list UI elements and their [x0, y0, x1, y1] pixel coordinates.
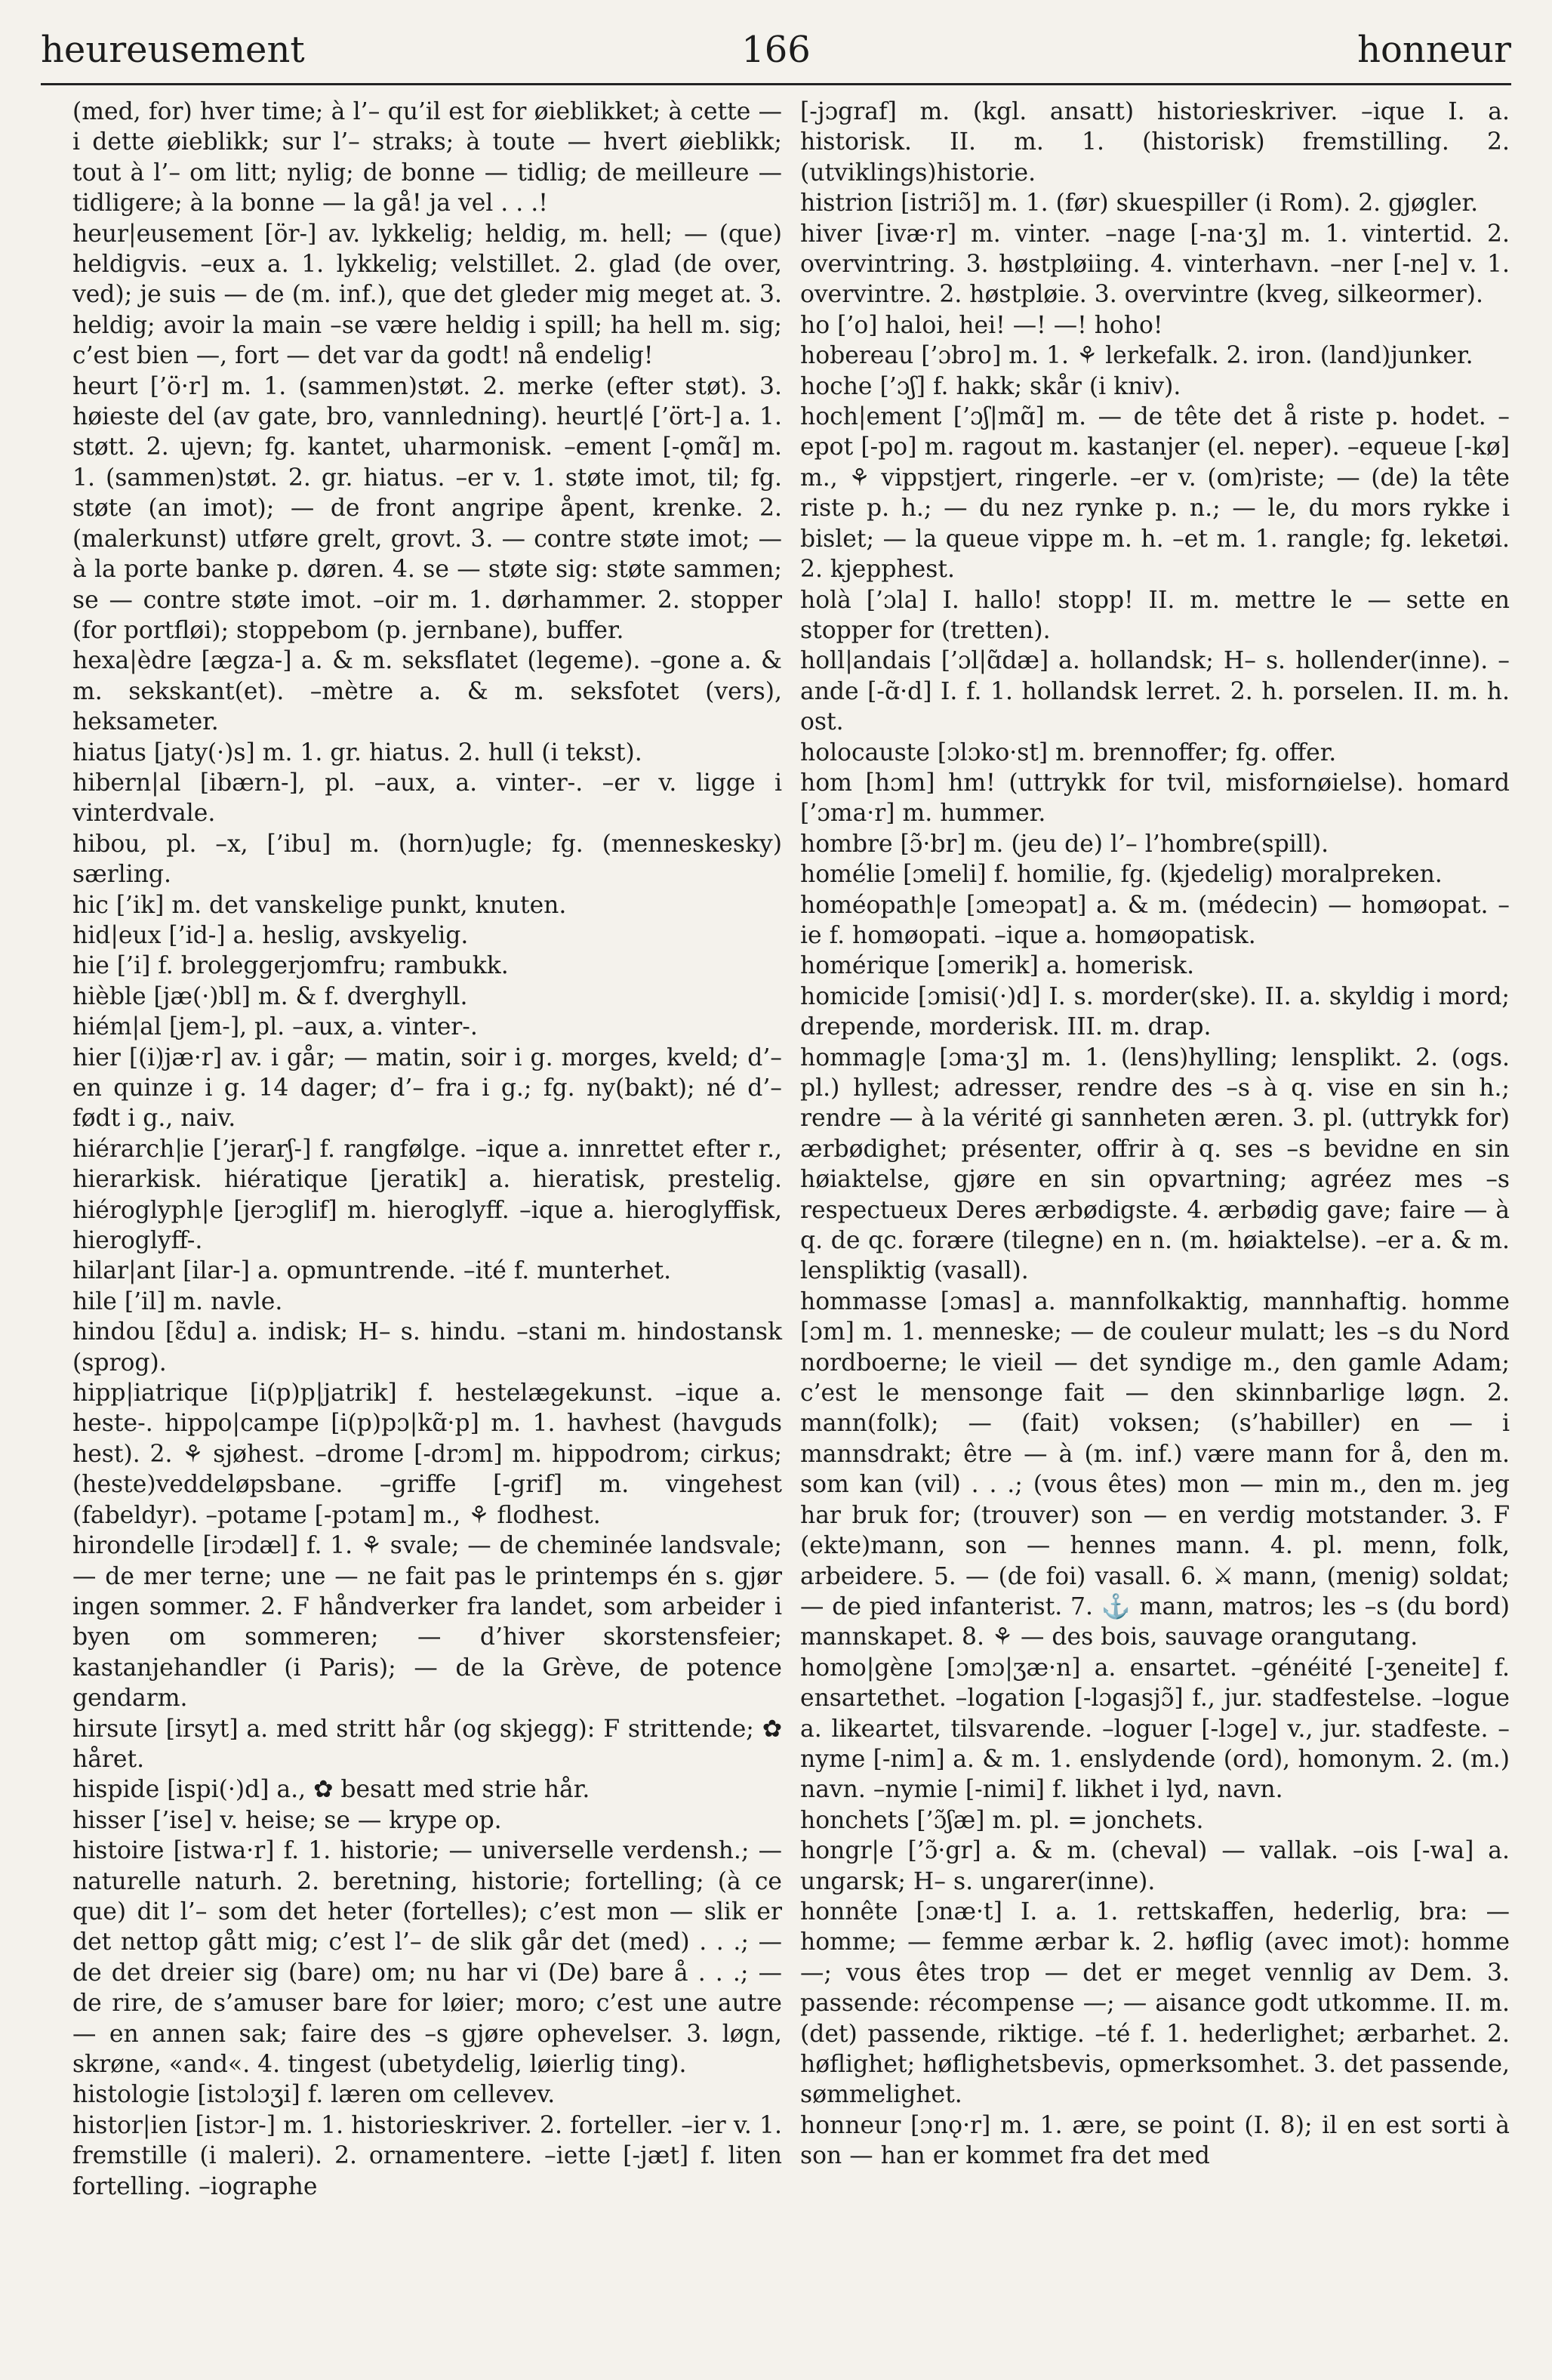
dictionary-entry: (med, for) hver time; à l’– qu’il est for øieblikket; à cette — i dette øieblikk; sur l’– straks; à toute — hvert øieblikk; tout à l’– om litt; nylig; de bonne — tidlig; de meilleure — tidligere; à la bonne — la gå! ja vel . . .!	[72, 98, 782, 217]
dictionary-entry: homicide [ɔmisi(·)d] I. s. morder(ske). II. a. skyldig i mord; drepende, morderisk. III. m. drap.	[800, 982, 1510, 1041]
dictionary-entry: honchets [’ɔ̃ʃæ] m. pl. = jonchets.	[800, 1806, 1204, 1834]
page-number: 166	[741, 29, 811, 71]
dictionary-entry: histoire [istwa·r] f. 1. historie; — universelle verdensh.; — naturelle naturh. 2. beretning, historie; fortelling; (à ce que) dit l’– som det heter (fortelles); c’est mon — slik er det nettop gått mig; c’est l’– de slik går det (med) . . .; — de det dreier sig (bare) om; nu har vi (De) bare å . . .; — de rire, de s’amuser bare for løier; moro; c’est une autre — en annen sak; faire des –s gjøre ophevelser. 3. løgn, skrøne, «and«. 4. tingest (ubetydelig, løierlig ting).	[72, 1837, 782, 2078]
dictionary-entry: hipp|iatrique [i(p)p|jatrik] f. hestelægekunst. –ique a. heste-. hippo|campe [i(p)pɔ|kɑ̃·p] m. 1. havhest (havguds hest). 2. ⚘ sjøhest. –drome [-drɔm] m. hippodrom; cirkus; (heste)veddeløpsbane. –griffe [-grif] m. vingehest (fabeldyr). –potame [-pɔtam] m., ⚘ flodhest.	[72, 1380, 782, 1529]
dictionary-entry: honnête [ɔnæ·t] I. a. 1. rettskaffen, hederlig, bra: — homme; — femme ærbar k. 2. høflig (avec imot): homme —; vous êtes trop — det er meget vennlig av Dem. 3. passende: récompense —; — aisance godt utkomme. II. m. (det) passende, riktige. –té f. 1. hederlighet; ærbarhet. 2. høflighet; høflighetsbevis, opmerksomhet. 3. det passende, sømmelighet.	[800, 1898, 1510, 2109]
right-column	[800, 97, 1510, 2172]
dictionary-entry: hom [hɔm] hm! (uttrykk for tvil, misfornøielse). homard [’ɔma·r] m. hummer.	[800, 769, 1510, 828]
dictionary-entry: hiém|al [jem-], pl. –aux, a. vinter-.	[72, 1013, 478, 1041]
dictionary-entry: hid|eux [’id-] a. heslig, avskyelig.	[72, 921, 469, 949]
dictionary-entry: hiver [ivæ·r] m. vinter. –nage [-na·ʒ] m. 1. vintertid. 2. overvintring. 3. høstpløiing. 4. vinterhavn. –ner [-ne] v. 1. overvintre. 2. høstpløie. 3. overvintre (kveg, silkeormer).	[800, 220, 1510, 309]
dictionary-entry: hoche [’ɔʃ] f. hakk; skår (i kniv).	[800, 372, 1181, 400]
dictionary-entry: heur|eusement [ör-] av. lykkelig; heldig, m. hell; — (que) heldigvis. –eux a. 1. lykkelig; velstillet. 2. glad (de over, ved); je suis — de (m. inf.), que det gleder mig meget at. 3. heldig; avoir la main –se være heldig i spill; ha hell m. sig; c’est bien —, fort — det var da godt! nå endelig!	[72, 220, 782, 370]
dictionary-entry: hindou [ɛ̃du] a. indisk; H– s. hindu. –stani m. hindostansk (sprog).	[72, 1318, 782, 1377]
dictionary-entry: histor|ien [istɔr-] m. 1. historieskriver. 2. forteller. –ier v. 1. fremstille (i maleri). 2. ornamentere. –iette [-jæt] f. liten fortelling. –iographe	[72, 2111, 782, 2200]
dictionary-entry: hisser [’ise] v. heise; se — krype op.	[72, 1806, 502, 1834]
dictionary-entry: homo|gène [ɔmɔ|ʒæ·n] a. ensartet. –généité [-ʒeneite] f. ensartethet. –logation [-lɔgasjɔ̃] f., jur. stadfestelse. –logue a. likeartet, tilsvarende. –loguer [-lɔge] v., jur. stadfeste. –nyme [-nim] a. & m. 1. enslydende (ord), homonym. 2. (m.) navn. –nymie [-nimi] f. likhet i lyd, navn.	[800, 1654, 1510, 1804]
dictionary-entry: homérique [ɔmerik] a. homerisk.	[800, 952, 1195, 980]
dictionary-entry: hier [(i)jæ·r] av. i går; — matin, soir i g. morges, kveld; d’– en quinze i g. 14 dager; d’– fra i g.; fg. ny(bakt); né d’– født i g., naiv.	[72, 1044, 782, 1133]
dictionary-entry: hexa|èdre [ægza-] a. & m. seksflatet (legeme). –gone a. & m. sekskant(et). –mètre a. & m. seksfotet (vers), heksameter.	[72, 647, 782, 736]
header-first-word: heureusement	[41, 29, 305, 71]
dictionary-entry: hibou, pl. –x, [’ibu] m. (horn)ugle; fg. (menneskesky) særling.	[72, 830, 782, 889]
page-header	[41, 29, 1511, 83]
dictionary-entry: hommasse [ɔmas] a. mannfolkaktig, mannhaftig. homme [ɔm] m. 1. menneske; — de couleur mulatt; les –s du Nord nordboerne; le vieil — det syndige m., den gamle Adam; c’est le mensonge fait — den skinnbarlige løgn. 2. mann(folk); — (fait) voksen; (s’habiller) en — i mannsdrakt; être — à (m. inf.) være mann for å, den m. som kan (vil) . . .; (vous êtes) mon — min m., den m. jeg har bruk for; (trouver) son — en verdig motstander. 3. F (ekte)mann, son — hennes mann. 4. pl. menn, folk, arbeidere. 5. — (de foi) vasall. 6. ⚔ mann, (menig) soldat; — de pied infanterist. 7. ⚓ mann, matros; les –s (du bord) mannskapet. 8. ⚘ — des bois, sauvage orangutang.	[800, 1287, 1510, 1651]
dictionary-entry: hiérarch|ie [’jerarʃ-] f. rangfølge. –ique a. innrettet efter r., hierarkisk. hiératique [jeratik] a. hieratisk, prestelig. hiéroglyph|e [jerɔglif] m. hieroglyff. –ique a. hieroglyffisk, hieroglyff-.	[72, 1135, 782, 1255]
dictionary-entry: hispide [ispi(·)d] a., ✿ besatt med strie hår.	[72, 1776, 590, 1804]
dictionary-entry: hic [’ik] m. det vanskelige punkt, knuten.	[72, 891, 567, 919]
dictionary-entry: holl|andais [’ɔl|ɑ̃dæ] a. hollandsk; H– s. hollender(inne). –ande [-ɑ̃·d] I. f. 1. hollandsk lerret. 2. h. porselen. II. m. h. ost.	[800, 647, 1510, 736]
dictionary-entry: hiatus [jaty(·)s] m. 1. gr. hiatus. 2. hull (i tekst).	[72, 738, 642, 766]
dictionary-entry: hobereau [’ɔbro] m. 1. ⚘ lerkefalk. 2. iron. (land)junker.	[800, 342, 1473, 370]
dictionary-entry: holà [’ɔla] I. hallo! stopp! II. m. mettre le — sette en stopper for (tretten).	[800, 586, 1510, 644]
dictionary-entry: histrion [istriɔ̃] m. 1. (før) skuespiller (i Rom). 2. gjøgler.	[800, 190, 1479, 217]
dictionary-entry: hile [’il] m. navle.	[72, 1287, 283, 1315]
header-rule	[41, 83, 1511, 85]
dictionary-entry: hilar|ant [ilar-] a. opmuntrende. –ité f. munterhet.	[72, 1257, 672, 1285]
dictionary-entry: ho [’o] haloi, hei! —! —! hoho!	[800, 311, 1163, 339]
dictionary-entry: hibern|al [ibærn-], pl. –aux, a. vinter-. –er v. ligge i vinterdvale.	[72, 769, 782, 828]
dictionary-entry: hoch|ement [’ɔʃ|mɑ̃] m. — de tête det å riste p. hodet. –epot [-po] m. ragout m. kastanjer (el. neper). –equeue [-kø] m., ⚘ vippstjert, ringerle. –er v. (om)riste; — (de) la tête riste p. h.; — du nez rynke p. n.; — le, du mors rykke i bislet; — la queue vippe m. h. –et m. 1. rangle; fg. leketøi. 2. kjepphest.	[800, 403, 1510, 584]
dictionary-entry: hièble [jæ(·)bl] m. & f. dverghyll.	[72, 982, 468, 1010]
header-last-word: honneur	[1357, 29, 1511, 71]
dictionary-entry: homéopath|e [ɔmeɔpat] a. & m. (médecin) — homøopat. –ie f. homøopati. –ique a. homøopatisk.	[800, 891, 1510, 949]
dictionary-entry: homélie [ɔmeli] f. homilie, fg. (kjedelig) moralpreken.	[800, 861, 1443, 889]
dictionary-entry: hommag|e [ɔma·ʒ] m. 1. (lens)hylling; lensplikt. 2. (ogs. pl.) hyllest; adresser, rendre des –s à q. vise en sin h.; rendre — à la vérité gi sannheten æren. 3. pl. (uttrykk for) ærbødighet; présenter, offrir à q. ses –s bevidne en sin høiaktelse, gjøre en sin opvartning; agréez mes –s respectueux Deres ærbødigste. 4. ærbødig gave; faire — à q. de qc. forære (tilegne) en n. (m. høiaktelse). –er a. & m. lenspliktig (vasall).	[800, 1044, 1510, 1285]
dictionary-entry: holocauste [ɔlɔko·st] m. brennoffer; fg. offer.	[800, 738, 1337, 766]
dictionary-entry: hombre [ɔ̃·br] m. (jeu de) l’– l’hombre(spill).	[800, 830, 1329, 858]
dictionary-entry: hirsute [irsyt] a. med stritt hår (og skjegg): F strittende; ✿ håret.	[72, 1715, 782, 1773]
dictionary-entry: hirondelle [irɔdæl] f. 1. ⚘ svale; — de cheminée landsvale; — de mer terne; une — ne fait pas le printemps én s. gjør ingen sommer. 2. F håndverker fra landet, som arbeider i byen om sommeren; — d’hiver skorstensfeier; kastanjehandler (i Paris); — de la Grève, de potence gendarm.	[72, 1532, 782, 1713]
dictionary-entry: [-jɔgraf] m. (kgl. ansatt) historieskriver. –ique I. a. historisk. II. m. 1. (historisk) fremstilling. 2. (utviklings)historie.	[800, 98, 1510, 187]
dictionary-entry: heurt [’ö·r] m. 1. (sammen)støt. 2. merke (efter støt). 3. høieste del (av gate, bro, vannledning). heurt|é [’ört-] a. 1. støtt. 2. ujevn; fg. kantet, uharmonisk. –ement [-ǫmɑ̃] m. 1. (sammen)støt. 2. gr. hiatus. –er v. 1. støte imot, til; fg. støte (an imot); — de front angripe åpent, krenke. 2. (malerkunst) utføre grelt, grovt. 3. — contre støte imot; — à la porte banke p. døren. 4. se — støte sig: støte sammen; se — contre støte imot. –oir m. 1. dørhammer. 2. stopper (for portfløi); stoppebom (p. jernbane), buffer.	[72, 372, 782, 644]
dictionary-entry: hie [’i] f. broleggerjomfru; rambukk.	[72, 952, 509, 980]
dictionary-entry: honneur [ɔnǫ·r] m. 1. ære, se point (I. 8); il en est sorti à son — han er kommet fra det med	[800, 2111, 1510, 2170]
dictionary-entry: hongr|e [’ɔ̃·gr] a. & m. (cheval) — vallak. –ois [-wa] a. ungarsk; H– s. ungarer(inne).	[800, 1837, 1510, 1895]
dictionary-entry: histologie [istɔlɔʒi] f. læren om cellevev.	[72, 2081, 556, 2109]
left-column	[72, 97, 782, 2202]
